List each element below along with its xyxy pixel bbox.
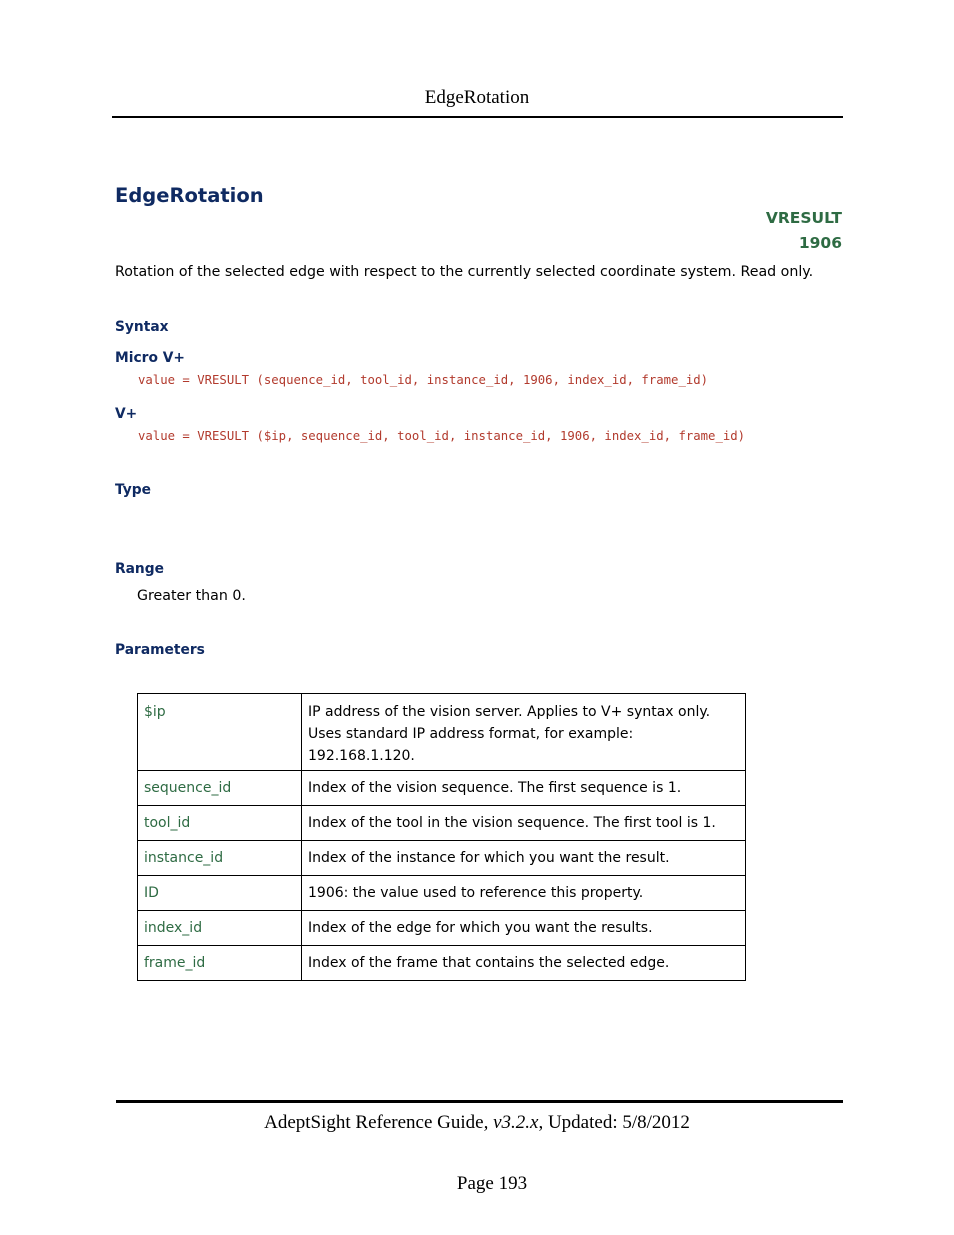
param-description: Index of the tool in the vision sequence. The first tool is 1. bbox=[302, 806, 746, 841]
parameters-table bbox=[137, 693, 746, 981]
microv-heading: Micro V+ bbox=[115, 350, 185, 366]
param-description: Index of the instance for which you want the result. bbox=[302, 841, 746, 876]
param-name: ID bbox=[138, 876, 302, 911]
table-row bbox=[138, 841, 746, 876]
vresult-id: 1906 bbox=[798, 234, 842, 252]
running-header: EdgeRotation bbox=[424, 87, 530, 108]
updated-date: , Updated: 5/8/2012 bbox=[538, 1112, 690, 1133]
param-description: 1906: the value used to reference this property. bbox=[302, 876, 746, 911]
table-row bbox=[138, 876, 746, 911]
table-row bbox=[138, 771, 746, 806]
topic-description: Rotation of the selected edge with respect to the currently selected coordinate system. Read only. bbox=[115, 264, 814, 280]
parameters-heading: Parameters bbox=[115, 642, 205, 658]
guide-name: AdeptSight Reference Guide bbox=[264, 1112, 484, 1133]
param-description: Index of the vision sequence. The first sequence is 1. bbox=[302, 771, 746, 806]
param-name: $ip bbox=[138, 694, 302, 771]
vplus-code: value = VRESULT ($ip, sequence_id, tool_id, instance_id, 1906, index_id, frame_id) bbox=[138, 429, 746, 443]
type-heading: Type bbox=[115, 482, 152, 498]
table-row bbox=[138, 806, 746, 841]
table-row bbox=[138, 694, 746, 771]
range-text: Greater than 0. bbox=[137, 588, 246, 604]
param-name: frame_id bbox=[138, 946, 302, 981]
guide-version: , v3.2.x bbox=[483, 1112, 539, 1133]
footer-rule bbox=[116, 1100, 843, 1103]
param-description: IP address of the vision server. Applies to V+ syntax only. Uses standard IP address format, for example: 192.168.1.120. bbox=[302, 694, 746, 771]
param-name: instance_id bbox=[138, 841, 302, 876]
table-row bbox=[138, 911, 746, 946]
range-heading: Range bbox=[115, 561, 164, 577]
param-description: Index of the frame that contains the selected edge. bbox=[302, 946, 746, 981]
page-title: EdgeRotation bbox=[115, 184, 264, 207]
vresult-label: VRESULT bbox=[765, 209, 842, 227]
header-rule bbox=[112, 116, 843, 118]
vplus-heading: V+ bbox=[115, 406, 138, 422]
syntax-heading: Syntax bbox=[115, 319, 169, 335]
footer-line bbox=[0, 1112, 954, 1134]
param-name: sequence_id bbox=[138, 771, 302, 806]
table-row bbox=[138, 946, 746, 981]
param-name: tool_id bbox=[138, 806, 302, 841]
page-number: Page 193 bbox=[456, 1173, 528, 1194]
microv-code: value = VRESULT (sequence_id, tool_id, instance_id, 1906, index_id, frame_id) bbox=[138, 373, 709, 387]
param-name: index_id bbox=[138, 911, 302, 946]
param-description: Index of the edge for which you want the results. bbox=[302, 911, 746, 946]
